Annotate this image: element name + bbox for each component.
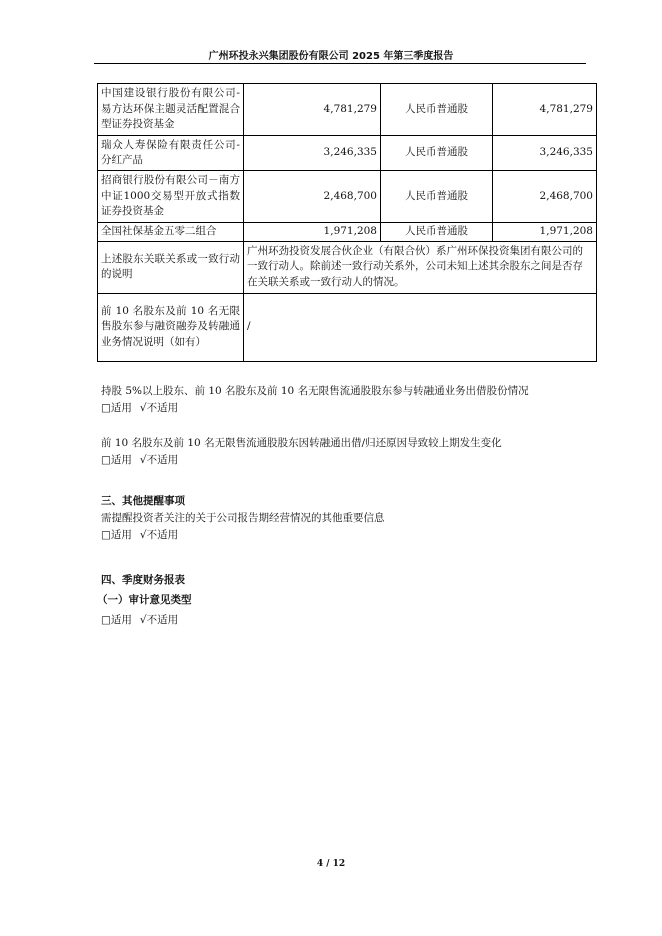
section-three-options bbox=[101, 527, 385, 544]
holder-shares: 3,246,335 bbox=[244, 136, 381, 171]
holder-shares: 1,971,208 bbox=[244, 223, 381, 242]
change-options bbox=[101, 452, 502, 469]
option-applicable: □适用 bbox=[101, 614, 132, 626]
margin-text: / bbox=[244, 293, 597, 361]
holder-shares: 4,781,279 bbox=[244, 84, 381, 136]
related-text: 广州环劲投资发展合伙企业（有限合伙）系广州环保投资集团有限公司的一致行动人。除前述一致行动关系外，公司未知上述其余股东之间是否存在关联关系或一致行动人的情况。 bbox=[244, 241, 597, 293]
holder-name: 中国建设银行股份有限公司-易方达环保主题灵活配置混合型证券投资基金 bbox=[98, 84, 244, 136]
section-three-title: 三、其他提醒事项 bbox=[101, 495, 185, 507]
section-four-title: 四、季度财务报表 bbox=[101, 574, 185, 586]
section-four-options bbox=[101, 610, 192, 630]
holder-name: 全国社保基金五零二组合 bbox=[98, 223, 244, 242]
option-not-applicable: √不适用 bbox=[139, 529, 179, 541]
option-not-applicable: √不适用 bbox=[139, 402, 179, 414]
page-number: 4 / 12 bbox=[316, 859, 346, 869]
change-section bbox=[101, 435, 502, 469]
share-count: 2,468,700 bbox=[493, 171, 597, 223]
report-header: 广州环投永兴集团股份有限公司 2025 年第三季度报告 bbox=[208, 51, 454, 62]
lending-section bbox=[101, 383, 529, 417]
share-count: 4,781,279 bbox=[493, 84, 597, 136]
share-type: 人民币普通股 bbox=[381, 171, 493, 223]
section-three-text: 需提醒投资者关注的关于公司报告期经营情况的其他重要信息 bbox=[101, 512, 385, 524]
table-row bbox=[98, 171, 597, 223]
audit-opinion-subtitle: （一）审计意见类型 bbox=[97, 594, 192, 606]
share-count: 1,971,208 bbox=[493, 223, 597, 242]
lending-text: 持股 5%以上股东、前 10 名股东及前 10 名无限售流通股股东参与转融通业务出借股份情况 bbox=[101, 385, 529, 397]
lending-options bbox=[101, 400, 529, 417]
section-four bbox=[97, 570, 192, 630]
table-row bbox=[98, 223, 597, 242]
holder-name: 瑞众人寿保险有限责任公司-分红产品 bbox=[98, 136, 244, 171]
change-text: 前 10 名股东及前 10 名无限售流通股股东因转融通出借/归还原因导致较上期发生变化 bbox=[101, 437, 502, 449]
share-count: 3,246,335 bbox=[493, 136, 597, 171]
related-label: 上述股东关联关系或一致行动的说明 bbox=[98, 241, 244, 293]
share-type: 人民币普通股 bbox=[381, 223, 493, 242]
table-row bbox=[98, 84, 597, 136]
option-applicable: □适用 bbox=[101, 454, 132, 466]
holder-shares: 2,468,700 bbox=[244, 171, 381, 223]
option-not-applicable: √不适用 bbox=[139, 454, 179, 466]
option-not-applicable: √不适用 bbox=[139, 614, 179, 626]
share-type: 人民币普通股 bbox=[381, 84, 493, 136]
option-applicable: □适用 bbox=[101, 529, 132, 541]
section-three bbox=[101, 493, 385, 544]
table-row bbox=[98, 136, 597, 171]
share-type: 人民币普通股 bbox=[381, 136, 493, 171]
holder-name: 招商银行股份有限公司－南方中证1000交易型开放式指数证券投资基金 bbox=[98, 171, 244, 223]
option-applicable: □适用 bbox=[101, 402, 132, 414]
header-divider bbox=[94, 63, 586, 64]
table-row bbox=[98, 241, 597, 293]
shareholders-table bbox=[97, 83, 597, 362]
table-row bbox=[98, 293, 597, 361]
margin-label: 前 10 名股东及前 10 名无限售股东参与融资融券及转融通业务情况说明（如有） bbox=[98, 293, 244, 361]
